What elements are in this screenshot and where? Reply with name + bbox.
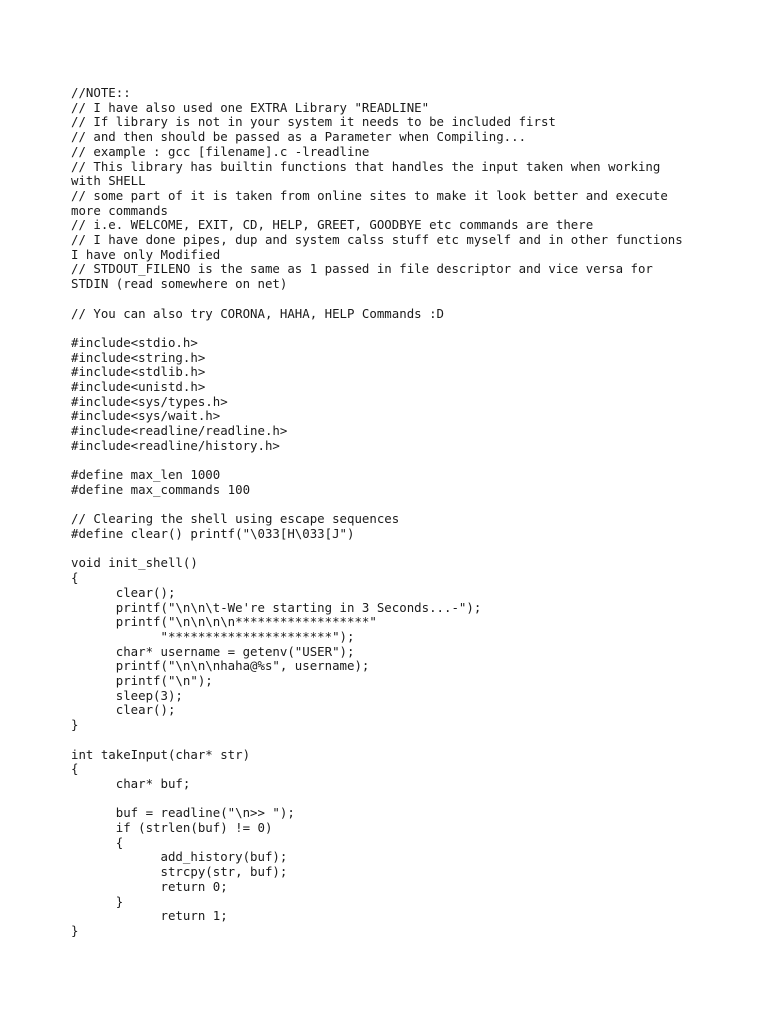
code-line: // You can also try CORONA, HAHA, HELP Commands :D — [71, 305, 444, 321]
code-line: char* username = getenv("USER"); — [71, 643, 355, 659]
code-line: printf("\n\n\nhaha@%s", username); — [71, 658, 370, 674]
code-line — [71, 292, 731, 307]
code-line: printf("\n\n\t-We're starting in 3 Seconds...-"); — [71, 599, 482, 615]
code-line: #include<stdio.h> — [71, 334, 198, 350]
code-line: return 0; — [71, 878, 228, 894]
code-line: // STDOUT_FILENO is the same as 1 passed in file descriptor and vice versa for — [71, 261, 653, 277]
source-code-block — [71, 86, 731, 939]
code-line: STDIN (read somewhere on net) — [71, 276, 288, 292]
code-line: // If library is not in your system it needs to be included first — [71, 114, 556, 130]
code-line: #define clear() printf("\033[H\033[J") — [71, 526, 355, 542]
code-line: "**********************"); — [71, 628, 355, 644]
code-line: #include<readline/history.h> — [71, 437, 280, 453]
code-line: #include<string.h> — [71, 349, 206, 365]
code-line — [71, 454, 731, 469]
code-line: int takeInput(char* str) — [71, 746, 251, 762]
code-line: more commands — [71, 202, 168, 218]
code-line: // example : gcc [filename].c -lreadline — [71, 143, 370, 159]
code-line: if (strlen(buf) != 0) — [71, 820, 273, 836]
code-line: #include<sys/types.h> — [71, 393, 228, 409]
code-line: printf("\n\n\n\n******************" — [71, 614, 377, 630]
code-line: return 1; — [71, 908, 228, 924]
code-line: void init_shell() — [71, 555, 198, 571]
code-line: #include<stdlib.h> — [71, 364, 206, 380]
code-line — [71, 542, 731, 557]
code-line: } — [71, 893, 124, 909]
code-line — [71, 792, 731, 807]
code-line: { — [71, 570, 79, 586]
code-line: // This library has builtin functions that handles the input taken when working — [71, 158, 661, 174]
code-line: // some part of it is taken from online sites to make it look better and execute — [71, 187, 668, 203]
code-line: // and then should be passed as a Parameter when Compiling... — [71, 129, 527, 145]
code-line: I have only Modified — [71, 246, 221, 262]
code-line: // I have also used one EXTRA Library "READLINE" — [71, 99, 430, 115]
code-line: strcpy(str, buf); — [71, 864, 288, 880]
code-line: { — [71, 834, 124, 850]
code-line: buf = readline("\n>> "); — [71, 805, 295, 821]
code-line — [71, 733, 731, 748]
code-line: } — [71, 717, 79, 733]
code-line: #include<sys/wait.h> — [71, 408, 221, 424]
code-line: add_history(buf); — [71, 849, 288, 865]
code-line: #include<readline/readline.h> — [71, 423, 288, 439]
code-line: //NOTE:: — [71, 85, 131, 100]
code-line: #define max_commands 100 — [71, 481, 251, 497]
code-line: char* buf; — [71, 775, 191, 791]
code-line: printf("\n"); — [71, 673, 213, 689]
code-line: with SHELL — [71, 173, 146, 189]
code-line: sleep(3); — [71, 687, 183, 703]
code-line: // I have done pipes, dup and system calss stuff etc myself and in other functions — [71, 232, 683, 248]
code-line: { — [71, 761, 79, 777]
code-line — [71, 321, 731, 336]
code-line: // i.e. WELCOME, EXIT, CD, HELP, GREET, GOODBYE etc commands are there — [71, 217, 594, 233]
code-line: } — [71, 922, 79, 938]
code-line: #define max_len 1000 — [71, 467, 221, 483]
code-line: #include<unistd.h> — [71, 379, 206, 395]
code-line: clear(); — [71, 584, 176, 600]
code-line — [71, 498, 731, 513]
code-line: clear(); — [71, 702, 176, 718]
code-line: // Clearing the shell using escape sequences — [71, 511, 400, 527]
